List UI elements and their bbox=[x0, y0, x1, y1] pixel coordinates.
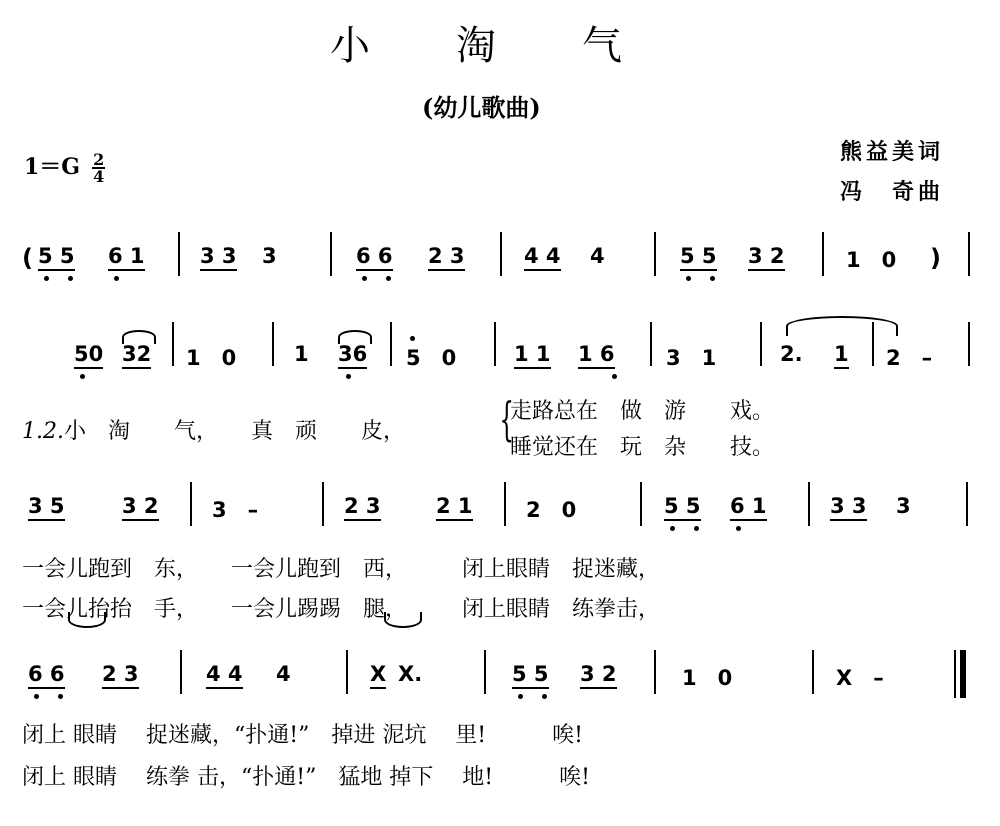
key-label: 1＝G bbox=[24, 154, 81, 180]
bar-line bbox=[808, 482, 810, 526]
tie-arc bbox=[122, 330, 156, 344]
low-octave-dot bbox=[670, 526, 675, 531]
note-group: 3 – bbox=[212, 498, 259, 522]
note-group: 1 6 bbox=[578, 342, 615, 369]
note-group: 2 3 bbox=[344, 494, 381, 521]
lyrics-line: 闭上 眼睛 练拳 击，“扑通!” 猛地 掉下 地! 唉! bbox=[22, 765, 590, 790]
bar-line bbox=[500, 232, 502, 276]
bar-line bbox=[272, 322, 274, 366]
bar-line bbox=[654, 232, 656, 276]
bar-line bbox=[650, 322, 652, 366]
final-bar-line-thick bbox=[960, 650, 966, 698]
low-octave-dot bbox=[34, 694, 39, 699]
note-group: 2 1 bbox=[436, 494, 473, 521]
note-group: 1 0 bbox=[682, 666, 733, 690]
note-group: 3 3 bbox=[830, 494, 867, 521]
low-octave-dot bbox=[346, 374, 351, 379]
note-group: 1 0 bbox=[846, 248, 897, 272]
bar-line bbox=[968, 232, 970, 276]
note-group: 3 5 bbox=[28, 494, 65, 521]
note-group: 5 5 bbox=[512, 662, 549, 689]
bar-line bbox=[180, 650, 182, 694]
final-bar-line-thin bbox=[954, 650, 956, 698]
note: 3 bbox=[896, 494, 911, 518]
note-group: 2 3 bbox=[102, 662, 139, 689]
bar-line bbox=[822, 232, 824, 276]
note: 3 bbox=[262, 244, 277, 268]
bar-line bbox=[966, 482, 968, 526]
note-group: 5 5 bbox=[680, 244, 717, 271]
note-group: 50 bbox=[74, 342, 103, 369]
note: 1 bbox=[294, 342, 309, 366]
bar-line bbox=[968, 322, 970, 366]
note: 4 bbox=[590, 244, 605, 268]
low-octave-dot bbox=[686, 276, 691, 281]
time-signature: $\frac{2}{4}$ bbox=[93, 149, 105, 186]
low-octave-dot bbox=[542, 694, 547, 699]
song-subtitle: (幼儿歌曲) bbox=[422, 93, 541, 122]
low-octave-dot bbox=[386, 276, 391, 281]
slur-arc bbox=[384, 612, 422, 628]
verse-line-1: 走路总在 做 游 戏。 bbox=[510, 399, 775, 424]
bar-line bbox=[872, 322, 874, 366]
lyrics-line: 闭上 眼睛 捉迷藏，“扑通!” 掉进 泥坑 里! 唉! bbox=[22, 723, 583, 748]
bar-line bbox=[760, 322, 762, 366]
open-paren: ( bbox=[22, 244, 33, 272]
close-paren: ) bbox=[930, 244, 941, 272]
note-group: 32 bbox=[122, 342, 151, 369]
bar-line bbox=[190, 482, 192, 526]
note-group: 5 5 bbox=[664, 494, 701, 521]
verse-number: 1.2. bbox=[22, 419, 64, 444]
note: 4 bbox=[276, 662, 291, 686]
bar-line bbox=[494, 322, 496, 366]
lyrics-line: 一会儿抬抬 手， 一会儿踢踢 腿， 闭上眼睛 练拳击， bbox=[22, 597, 661, 622]
note-group: 5 5 bbox=[38, 244, 75, 271]
note-group: 3 1 bbox=[666, 346, 717, 370]
song-title: 小 淘 气 bbox=[330, 23, 624, 69]
note-group: 6 1 bbox=[730, 494, 767, 521]
note-group: 4 4 bbox=[206, 662, 243, 689]
low-octave-dot bbox=[362, 276, 367, 281]
low-octave-dot bbox=[80, 374, 85, 379]
low-octave-dot bbox=[710, 276, 715, 281]
verse-lyrics bbox=[22, 414, 405, 445]
tie-arc bbox=[338, 330, 372, 344]
note-group: 1 0 bbox=[186, 346, 237, 370]
low-octave-dot bbox=[114, 276, 119, 281]
bar-line bbox=[812, 650, 814, 694]
bar-line bbox=[172, 322, 174, 366]
note-group: 2 3 bbox=[428, 244, 465, 271]
note: X. bbox=[398, 662, 423, 686]
note-group: 36 bbox=[338, 342, 367, 369]
bar-line bbox=[640, 482, 642, 526]
low-octave-dot bbox=[694, 526, 699, 531]
low-octave-dot bbox=[736, 526, 741, 531]
low-octave-dot bbox=[58, 694, 63, 699]
note: X bbox=[370, 662, 386, 689]
verse-words: 小 淘 气， 真 顽 皮， bbox=[63, 419, 405, 444]
composer-credit: 冯 奇曲 bbox=[840, 179, 945, 205]
high-octave-dot bbox=[410, 336, 415, 341]
note-group: 3 2 bbox=[580, 662, 617, 689]
tie-arc bbox=[786, 316, 898, 336]
note: 2. bbox=[780, 342, 803, 366]
note-group: 1 1 bbox=[514, 342, 551, 369]
slur-arc bbox=[68, 612, 106, 628]
bar-line bbox=[346, 650, 348, 694]
note-group: 4 4 bbox=[524, 244, 561, 271]
bar-line bbox=[654, 650, 656, 694]
low-octave-dot bbox=[518, 694, 523, 699]
note-group: 3 2 bbox=[122, 494, 159, 521]
note-group: 3 2 bbox=[748, 244, 785, 271]
bar-line bbox=[504, 482, 506, 526]
note-group: X – bbox=[836, 666, 884, 690]
low-octave-dot bbox=[68, 276, 73, 281]
low-octave-dot bbox=[612, 374, 617, 379]
note: 1 bbox=[834, 342, 849, 369]
bar-line bbox=[484, 650, 486, 694]
note-group: 3 3 bbox=[200, 244, 237, 271]
verse-line-2: 睡觉还在 玩 杂 技。 bbox=[510, 435, 775, 460]
low-octave-dot bbox=[44, 276, 49, 281]
bar-line bbox=[330, 232, 332, 276]
note-group: 6 1 bbox=[108, 244, 145, 271]
note-group: 2 0 bbox=[526, 498, 577, 522]
bar-line bbox=[322, 482, 324, 526]
lyricist-credit: 熊益美词 bbox=[840, 139, 945, 165]
key-signature bbox=[24, 150, 105, 184]
brace-icon: { bbox=[499, 392, 514, 446]
note-group: 5 0 bbox=[406, 346, 457, 370]
note-group: 2 – bbox=[886, 346, 933, 370]
note-group: 6 6 bbox=[356, 244, 393, 271]
bar-line bbox=[178, 232, 180, 276]
bar-line bbox=[390, 322, 392, 366]
note-group: 6 6 bbox=[28, 662, 65, 689]
lyrics-line: 一会儿跑到 东， 一会儿跑到 西， 闭上眼睛 捉迷藏， bbox=[22, 557, 661, 582]
